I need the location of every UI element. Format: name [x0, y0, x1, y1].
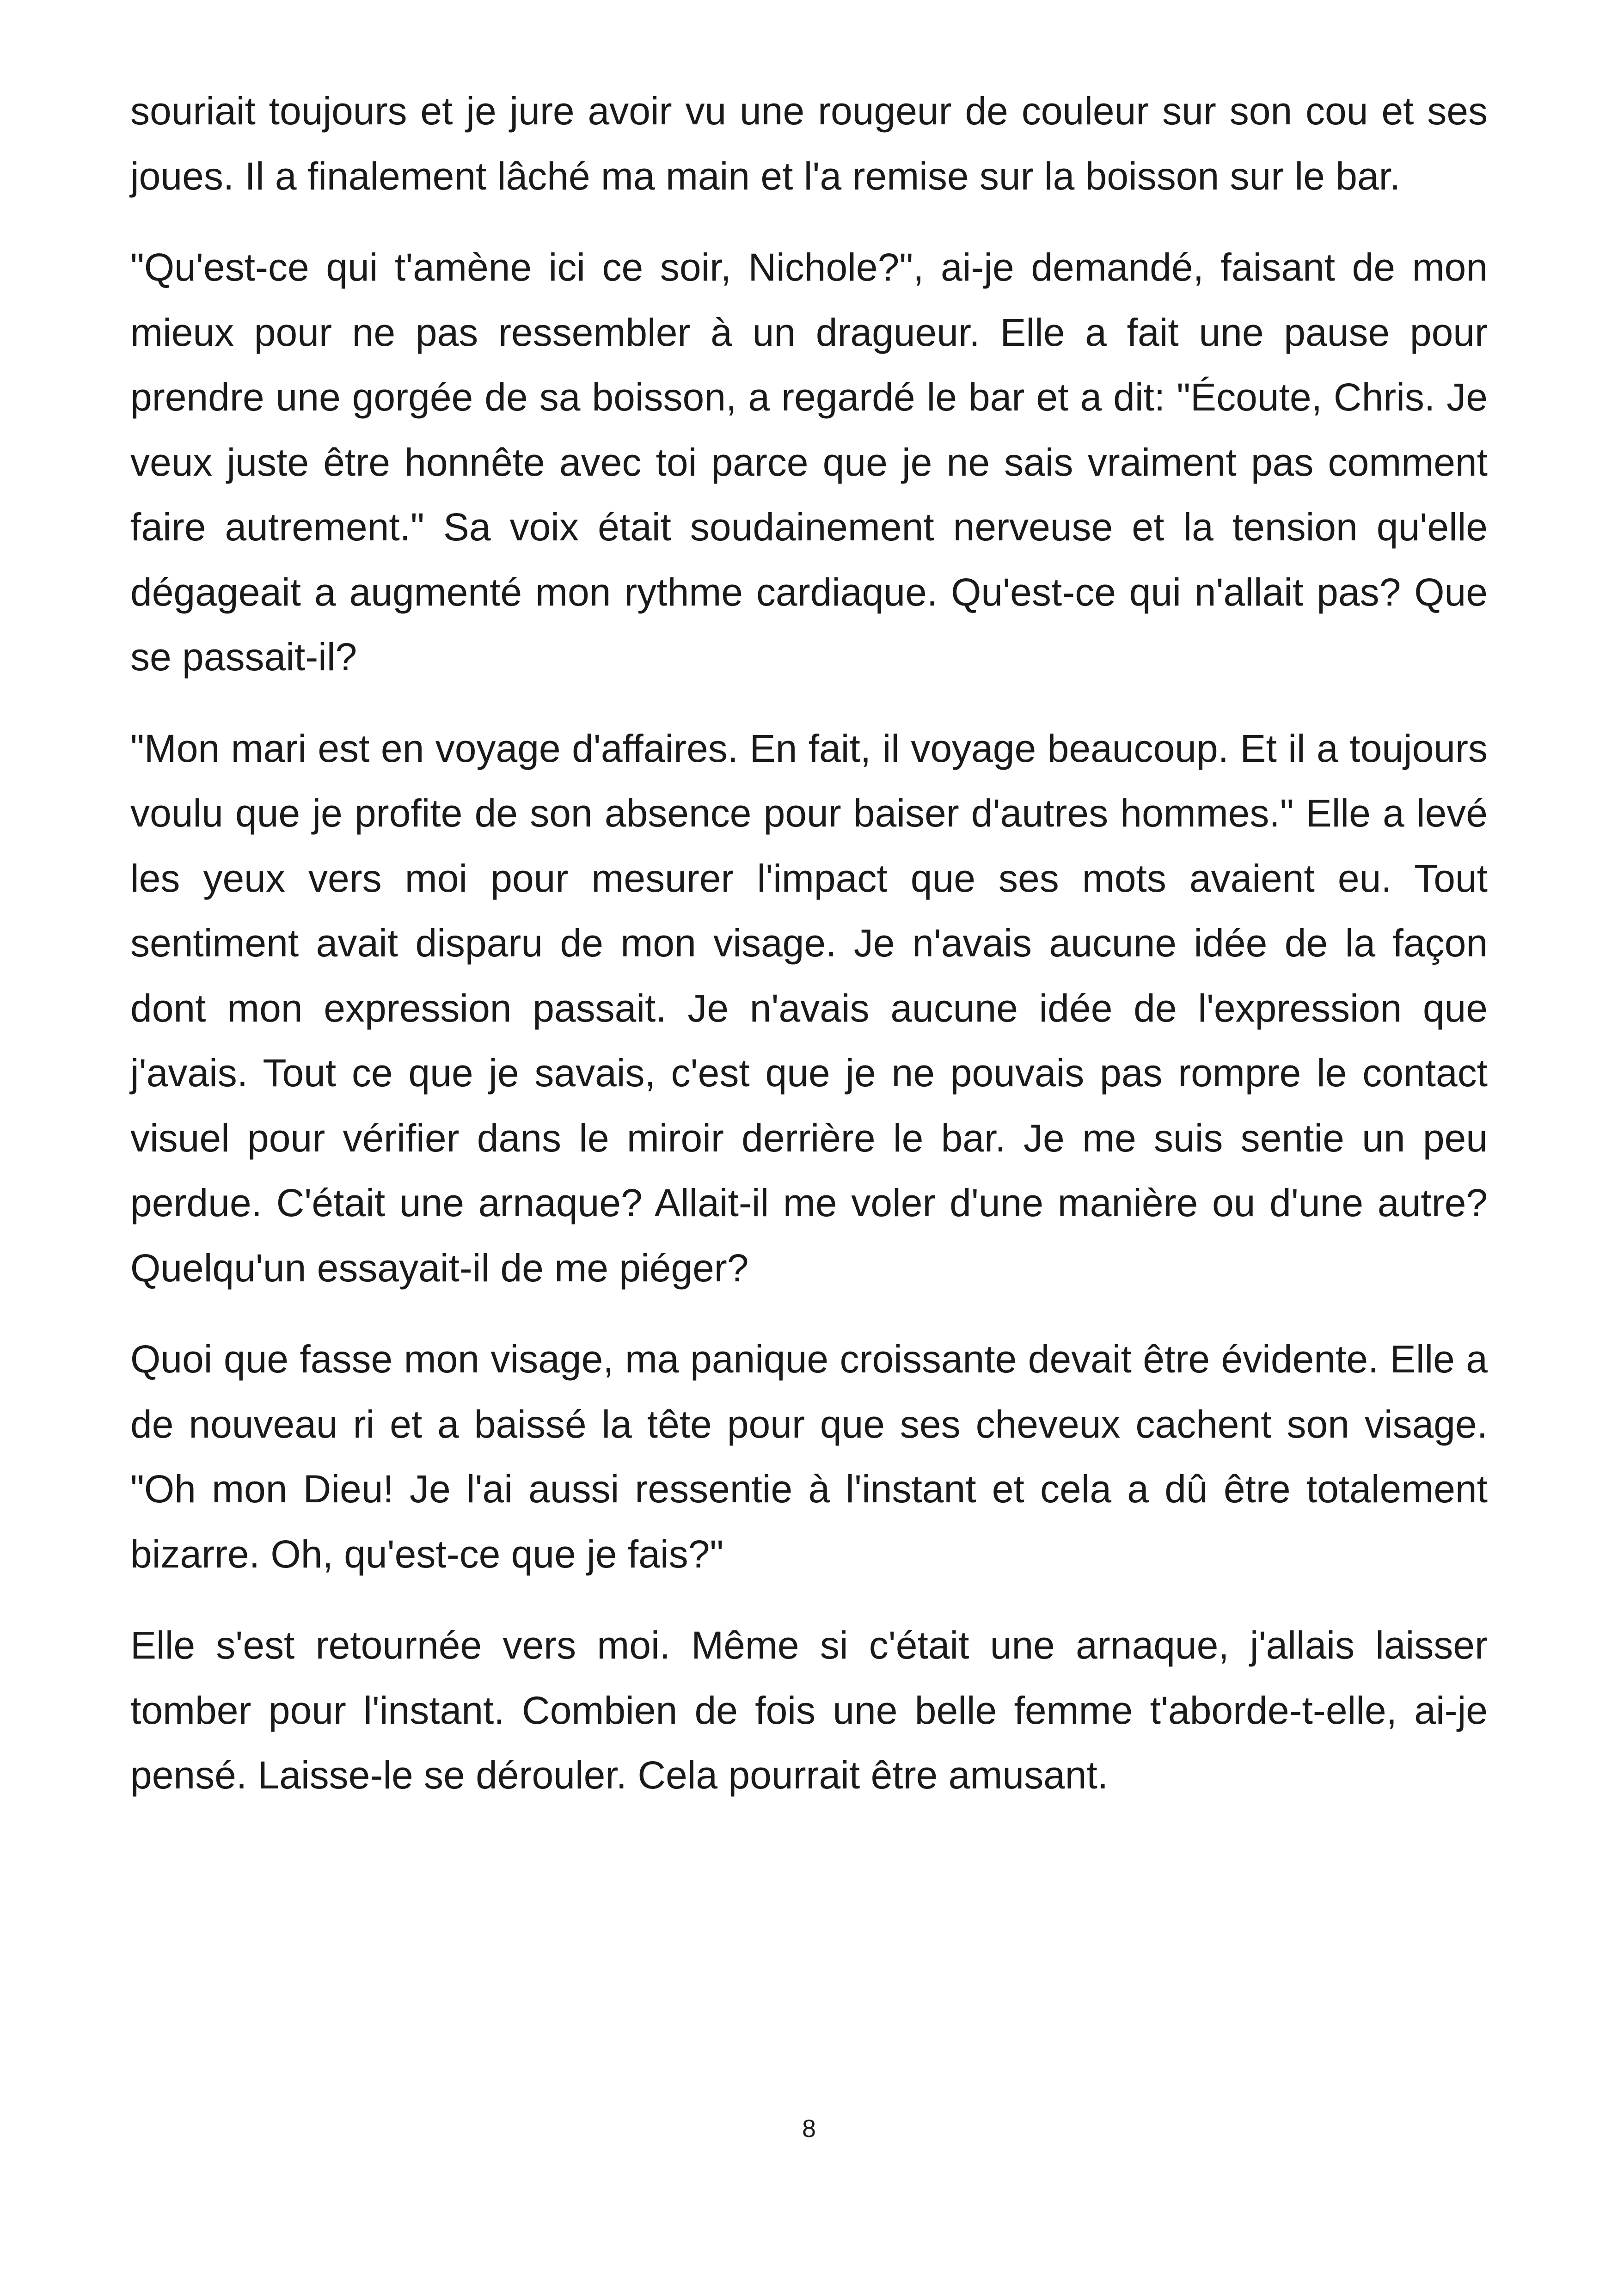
- page-number: 8: [802, 2115, 816, 2143]
- page-body: [130, 79, 1488, 1834]
- paragraph-1: souriait toujours et je jure avoir vu une rougeur de couleur sur son cou et ses joues. Il a finalement lâché ma main et l'a remise sur la boisson sur le bar.: [130, 89, 1488, 198]
- paragraph-3: "Mon mari est en voyage d'affaires. En fait, il voyage beaucoup. Et il a toujours voulu que je profite de son absence pour baiser d'autres hommes." Elle a levé les yeux vers moi pour mesurer l'impact que ses mots avaient eu. Tout sentiment avait disparu de mon visage. Je n'avais aucune idée de la façon dont mon expression passait. Je n'avais aucune idée de l'expression que j'avais. Tout ce que je savais, c'est que je ne pouvais pas rompre le contact visuel pour vérifier dans le miroir derrière le bar. Je me suis sentie un peu perdue. C'était une arnaque? Allait-il me voler d'une manière ou d'une autre? Quelqu'un essayait-il de me piéger?: [130, 726, 1488, 1290]
- paragraph-4: Quoi que fasse mon visage, ma panique croissante devait être évidente. Elle a de nouveau ri et a baissé la tête pour que ses cheveux cachent son visage. "Oh mon Dieu! Je l'ai aussi ressentie à l'instant et cela a dû être totalement bizarre. Oh, qu'est-ce que je fais?": [130, 1337, 1488, 1576]
- paragraph-5: Elle s'est retournée vers moi. Même si c'était une arnaque, j'allais laisser tomber pour l'instant. Combien de fois une belle femme t'aborde-t-elle, ai-je pensé. Laisse-le se dérouler. Cela pourrait être amusant.: [130, 1623, 1488, 1797]
- paragraph-2: "Qu'est-ce qui t'amène ici ce soir, Nichole?", ai-je demandé, faisant de mon mieux pour ne pas ressembler à un dragueur. Elle a fait une pause pour prendre une gorgée de sa boisson, a regardé le bar et a dit: "Écoute, Chris. Je veux juste être honnête avec toi parce que je ne sais vraiment pas comment faire autrement." Sa voix était soudainement nerveuse et la tension qu'elle dégageait a augmenté mon rythme cardiaque. Qu'est-ce qui n'allait pas? Que se passait-il?: [130, 245, 1488, 679]
